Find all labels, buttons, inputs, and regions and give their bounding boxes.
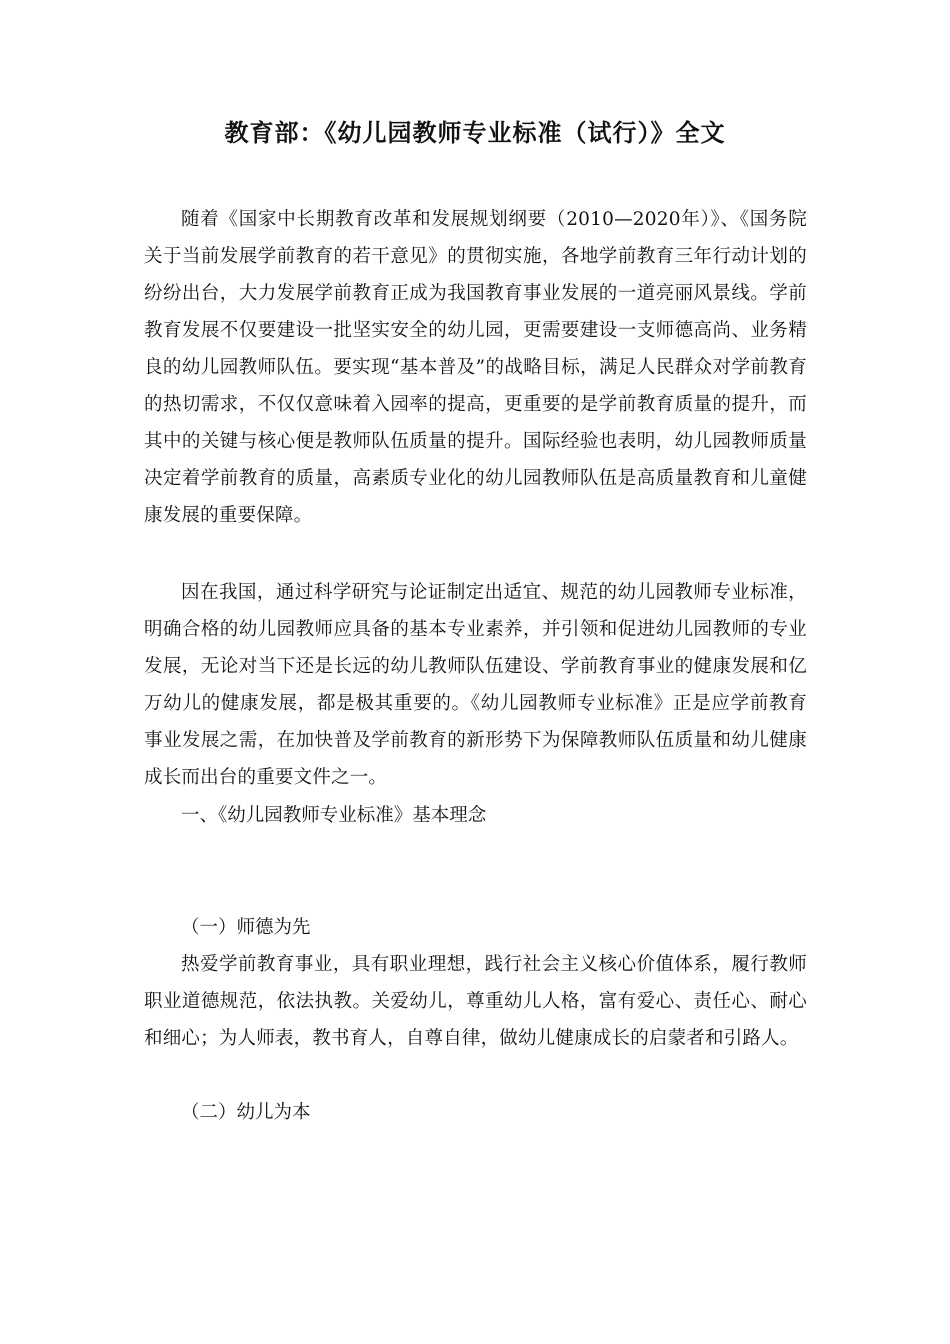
background-paragraph: 因在我国，通过科学研究与论证制定出适宜、规范的幼儿园教师专业标准，明确合格的幼儿园教师应具备的基本专业素养，并引领和促进幼儿园教师的专业发展，无论对当下还是长远的幼儿教师队伍建设、学前教育事业的健康发展和亿万幼儿的健康发展，都是极其重要的。《幼儿园教师专业标准》正是应学前教育事业发展之需，在加快普及学前教育的新形势下为保障教师队伍质量和幼儿健康成长而出台的重要文件之一。 [144, 582, 807, 788]
intro-paragraph: 随着《国家中长期教育改革和发展规划纲要（2010—2020年）》、《国务院关于当前发展学前教育的若干意见》的贯彻实施，各地学前教育三年行动计划的纷纷出台，大力发展学前教育正成为我国教育事业发展的一道亮丽风景线。学前教育发展不仅要建设一批坚实安全的幼儿园，更需要建设一支师德高尚、业务精良的幼儿园教师队伍。要实现“基本普及”的战略目标，满足人民群众对学前教育的热切需求，不仅仅意味着入园率的提高，更重要的是学前教育质量的提升，而其中的关键与核心便是教师队伍质量的提升。国际经验也表明，幼儿园教师质量决定着学前教育的质量，高素质专业化的幼儿园教师队伍是高质量教育和儿童健康发展的重要保障。 [144, 209, 807, 526]
subsection-heading-child-centered: （二）幼儿为本 [181, 1102, 311, 1123]
document-title: 教育部：《幼儿园教师专业标准（试行）》全文 [224, 119, 726, 147]
subsection-heading-ethics-first: （一）师德为先 [181, 917, 311, 938]
ethics-paragraph: 热爱学前教育事业，具有职业理想，践行社会主义核心价值体系，履行教师职业道德规范，依法执教。关爱幼儿，尊重幼儿人格，富有爱心、责任心、耐心和细心；为人师表，教书育人，自尊自律，做幼儿健康成长的启蒙者和引路人。 [144, 954, 807, 1049]
section-heading-basic-concepts: 一、《幼儿园教师专业标准》基本理念 [181, 805, 487, 826]
